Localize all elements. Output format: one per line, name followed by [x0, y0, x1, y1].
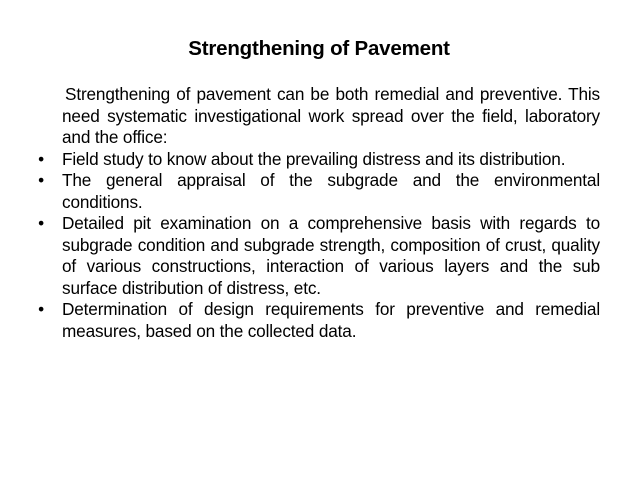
slide-content	[38, 84, 600, 342]
bullet-dot-icon: •	[38, 299, 44, 319]
bullet-item-field-study	[38, 148, 600, 171]
bullet-dot-icon: •	[38, 170, 44, 190]
bullet-item-design-requirements	[38, 299, 600, 342]
bullet-item-pit-examination	[38, 213, 600, 299]
bullet-item-general-appraisal	[38, 170, 600, 213]
bullet-dot-icon: •	[38, 148, 44, 169]
slide-title: Strengthening of Pavement	[188, 37, 450, 60]
bullet-text: Field study to know about the prevailing distress and its distribution.	[62, 148, 566, 169]
bullet-text: The general appraisal of the subgrade and the environmental conditions.	[62, 170, 600, 212]
intro-paragraph: Strengthening of pavement can be both remedial and preventive. This need systematic investigational work spread over the field, laboratory and the office:	[62, 84, 600, 147]
bullet-dot-icon: •	[38, 213, 44, 233]
bullet-text: Determination of design requirements for preventive and remedial measures, based on the collected data.	[62, 299, 600, 341]
bullet-list	[38, 148, 600, 343]
bullet-text: Detailed pit examination on a comprehensive basis with regards to subgrade condition and subgrade strength, composition of crust, quality of various constructions, interaction of various layers and the sub surface distribution of distress, etc.	[62, 213, 600, 298]
